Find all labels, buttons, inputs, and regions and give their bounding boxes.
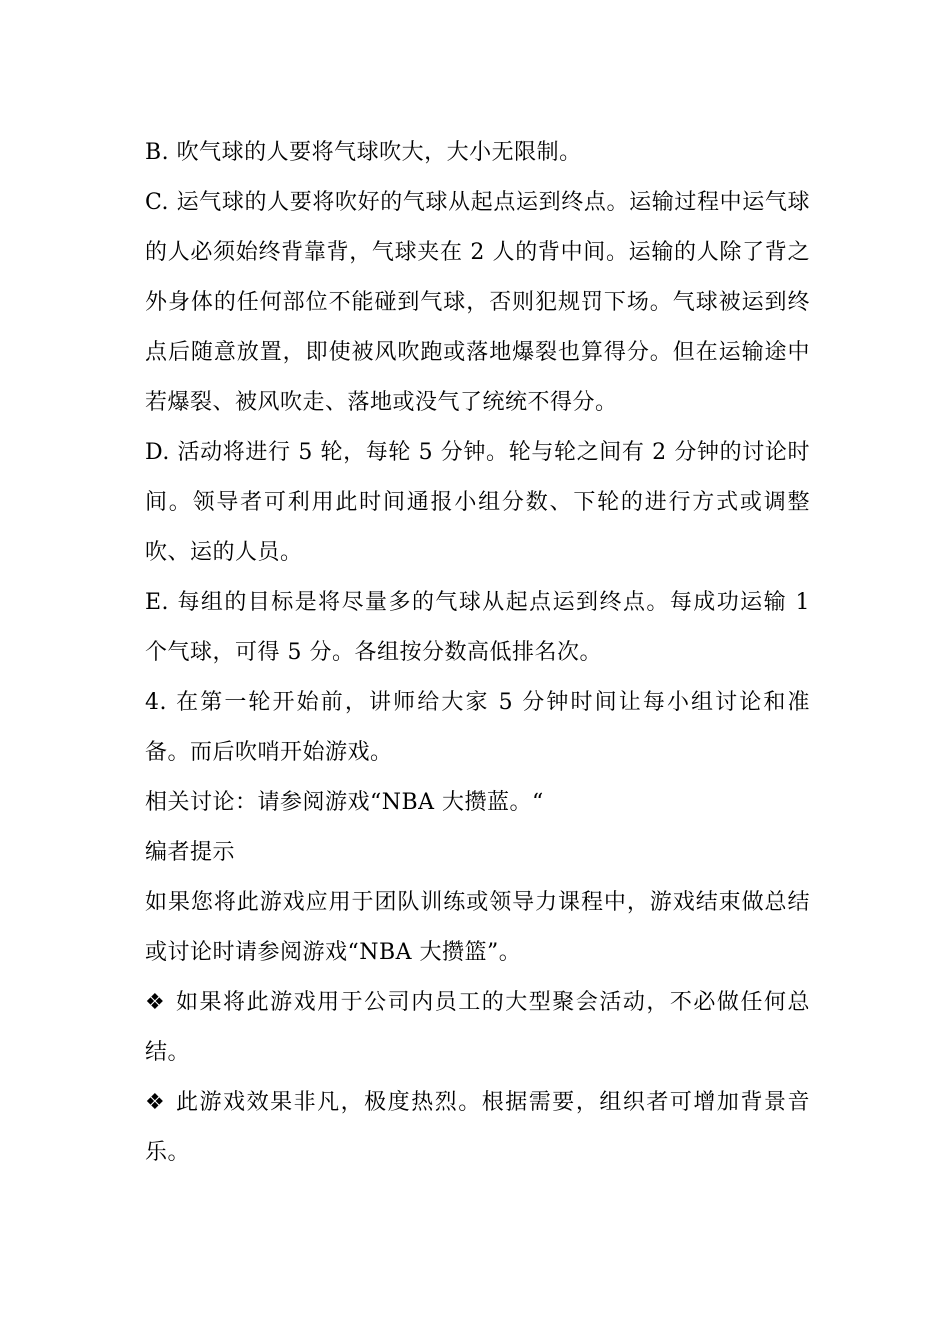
paragraph-e: E. 每组的目标是将尽量多的气球从起点运到终点。每成功运输 1 个气球，可得 5 分。各组按分数高低排名次。 [145,590,810,665]
editor-tips-paragraph: 如果您将此游戏应用于团队训练或领导力课程中，游戏结束做总结或讨论时请参阅游戏“NBA 大攒篮”。 [145,890,810,965]
bullet-text: 如果将此游戏用于公司内员工的大型聚会活动，不必做任何总结。 [145,990,810,1065]
document-content [145,128,810,1178]
bullet-item [145,1078,810,1178]
diamond-bullet-icon: ❖ [145,1090,166,1115]
bullet-item [145,978,810,1078]
paragraph-b: B. 吹气球的人要将气球吹大，大小无限制。 [145,140,582,165]
editor-tips-heading: 编者提示 [145,840,236,865]
diamond-bullet-icon: ❖ [145,990,166,1015]
paragraph-step-4: 4. 在第一轮开始前，讲师给大家 5 分钟时间让每小组讨论和准备。而后吹哨开始游戏。 [145,690,810,765]
paragraph-d: D. 活动将进行 5 轮，每轮 5 分钟。轮与轮之间有 2 分钟的讨论时间。领导者可利用此时间通报小组分数、下轮的进行方式或调整吹、运的人员。 [145,440,810,565]
related-discussion: 相关讨论：请参阅游戏“NBA 大攒蓝。“ [145,790,544,815]
paragraph-c: C. 运气球的人要将吹好的气球从起点运到终点。运输过程中运气球的人必须始终背靠背，气球夹在 2 人的背中间。运输的人除了背之外身体的任何部位不能碰到气球，否则犯规罚下场。气球被运到终点后随意放置，即使被风吹跑或落地爆裂也算得分。但在运输途中若爆裂、被风吹走、落地或没气了统统不得分。 [145,190,810,415]
bullet-text: 此游戏效果非凡，极度热烈。根据需要，组织者可增加背景音乐。 [145,1090,810,1165]
